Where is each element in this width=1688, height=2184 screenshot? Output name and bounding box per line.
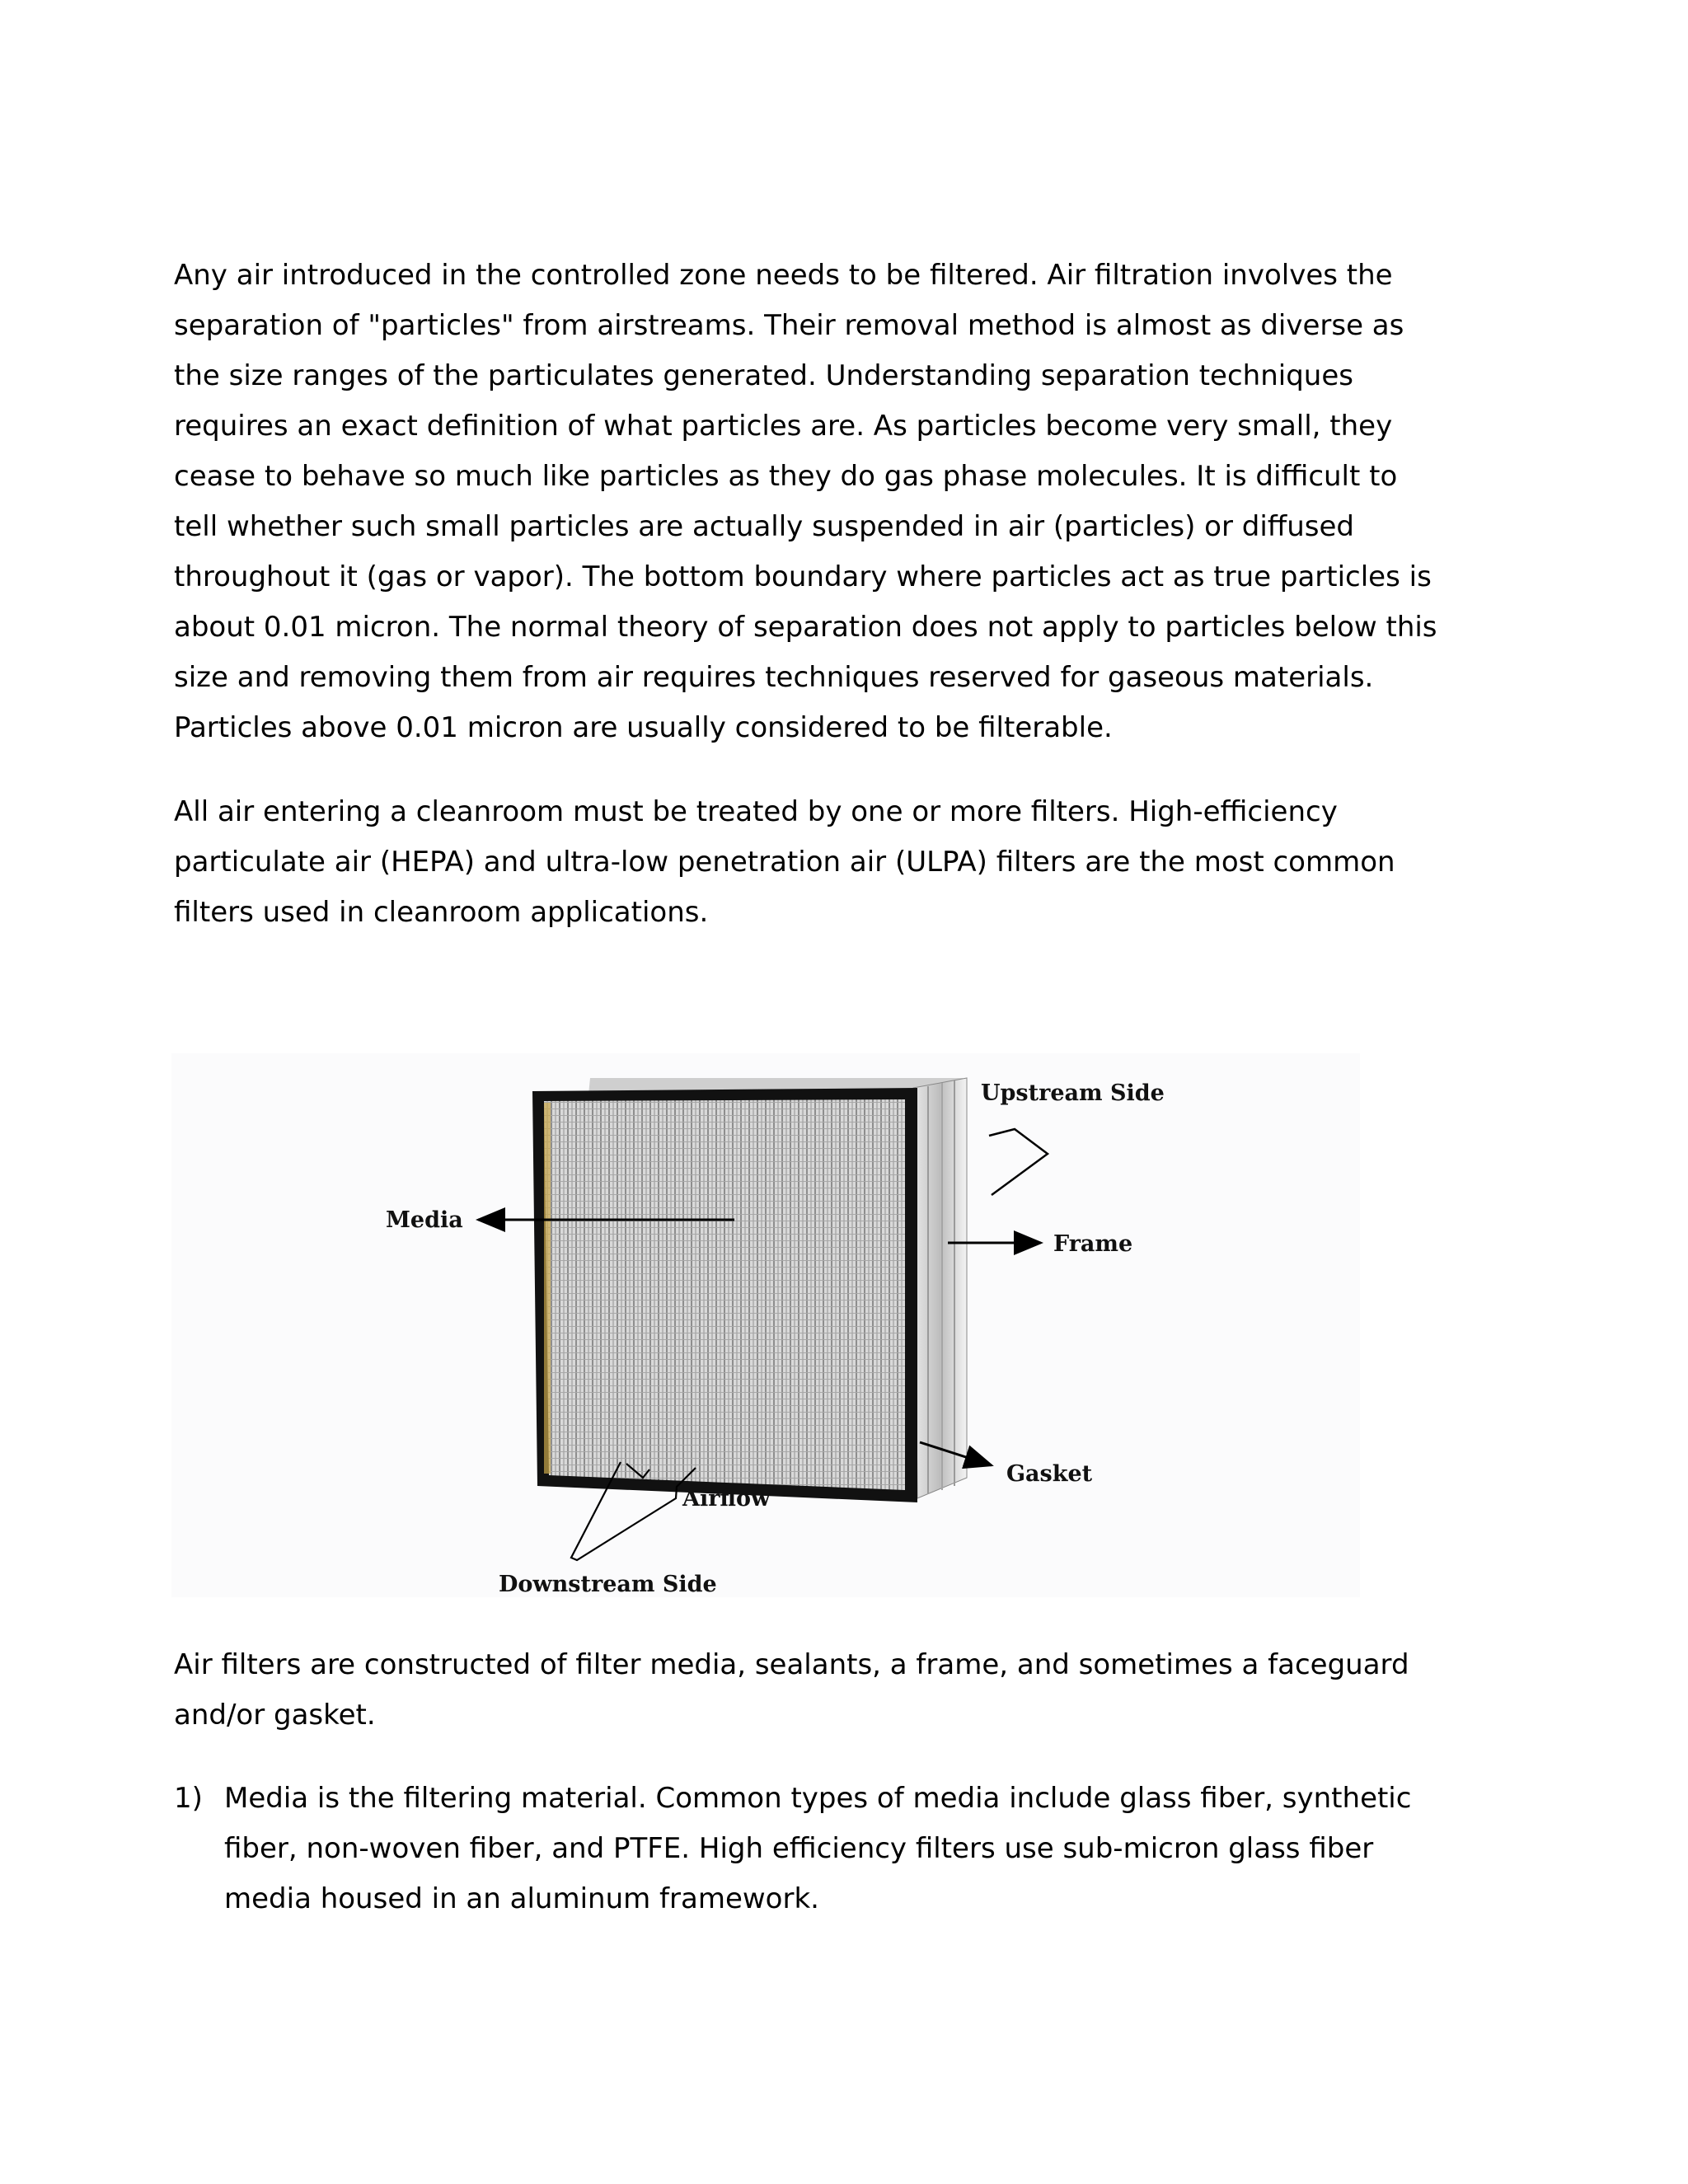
text-line: about 0.01 micron. The normal theory of separation does not apply to particles below this bbox=[174, 611, 1437, 644]
paragraph-air-filtration bbox=[174, 251, 1509, 753]
text-line: throughout it (gas or vapor). The bottom boundary where particles act as true particles is bbox=[174, 560, 1432, 593]
text-line: size and removing them from air requires techniques reserved for gaseous materials. bbox=[174, 661, 1374, 694]
text-line: particulate air (HEPA) and ultra-low penetration air (ULPA) filters are the most common bbox=[174, 846, 1395, 879]
text-line: filters used in cleanroom applications. bbox=[174, 896, 709, 929]
hepa-filter-figure bbox=[171, 1053, 1360, 1597]
list-item-body bbox=[224, 1774, 1411, 1924]
text-line: separation of "particles" from airstreams. Their removal method is almost as diverse as bbox=[174, 309, 1404, 342]
media-label: Media bbox=[386, 1207, 463, 1233]
filter-media bbox=[532, 1088, 917, 1502]
paragraph-cleanroom-filters bbox=[174, 787, 1509, 938]
airflow-label: Airflow bbox=[682, 1486, 771, 1511]
text-line: fiber, non-woven fiber, and PTFE. High efficiency filters use sub-micron glass fiber bbox=[224, 1832, 1374, 1865]
text-line: the size ranges of the particulates generated. Understanding separation techniques bbox=[174, 359, 1353, 392]
upstream-side-label: Upstream Side bbox=[981, 1080, 1165, 1106]
text-line: cease to behave so much like particles as they do gas phase molecules. It is difficult to bbox=[174, 460, 1398, 493]
paragraph-filter-construction bbox=[174, 1640, 1509, 1741]
text-line: Media is the filtering material. Common types of media include glass fiber, synthetic bbox=[224, 1782, 1412, 1815]
text-line: Any air introduced in the controlled zone needs to be filtered. Air filtration involves the bbox=[174, 259, 1393, 292]
downstream-side-label: Downstream Side bbox=[499, 1572, 717, 1597]
text-line: media housed in an aluminum framework. bbox=[224, 1882, 819, 1915]
text-line: requires an exact definition of what particles are. As particles become very small, they bbox=[174, 410, 1393, 443]
gasket-label: Gasket bbox=[1006, 1461, 1093, 1487]
text-line: and/or gasket. bbox=[174, 1699, 376, 1732]
hepa-filter-diagram bbox=[171, 1053, 1360, 1597]
text-line: Particles above 0.01 micron are usually considered to be filterable. bbox=[174, 711, 1113, 744]
list-number: 1) bbox=[174, 1782, 203, 1815]
text-line: Air filters are constructed of filter media, sealants, a frame, and sometimes a faceguard bbox=[174, 1648, 1409, 1681]
text-line: All air entering a cleanroom must be treated by one or more filters. High-efficiency bbox=[174, 795, 1338, 828]
text-line: tell whether such small particles are actually suspended in air (particles) or diffused bbox=[174, 510, 1354, 543]
frame-label: Frame bbox=[1053, 1231, 1133, 1257]
